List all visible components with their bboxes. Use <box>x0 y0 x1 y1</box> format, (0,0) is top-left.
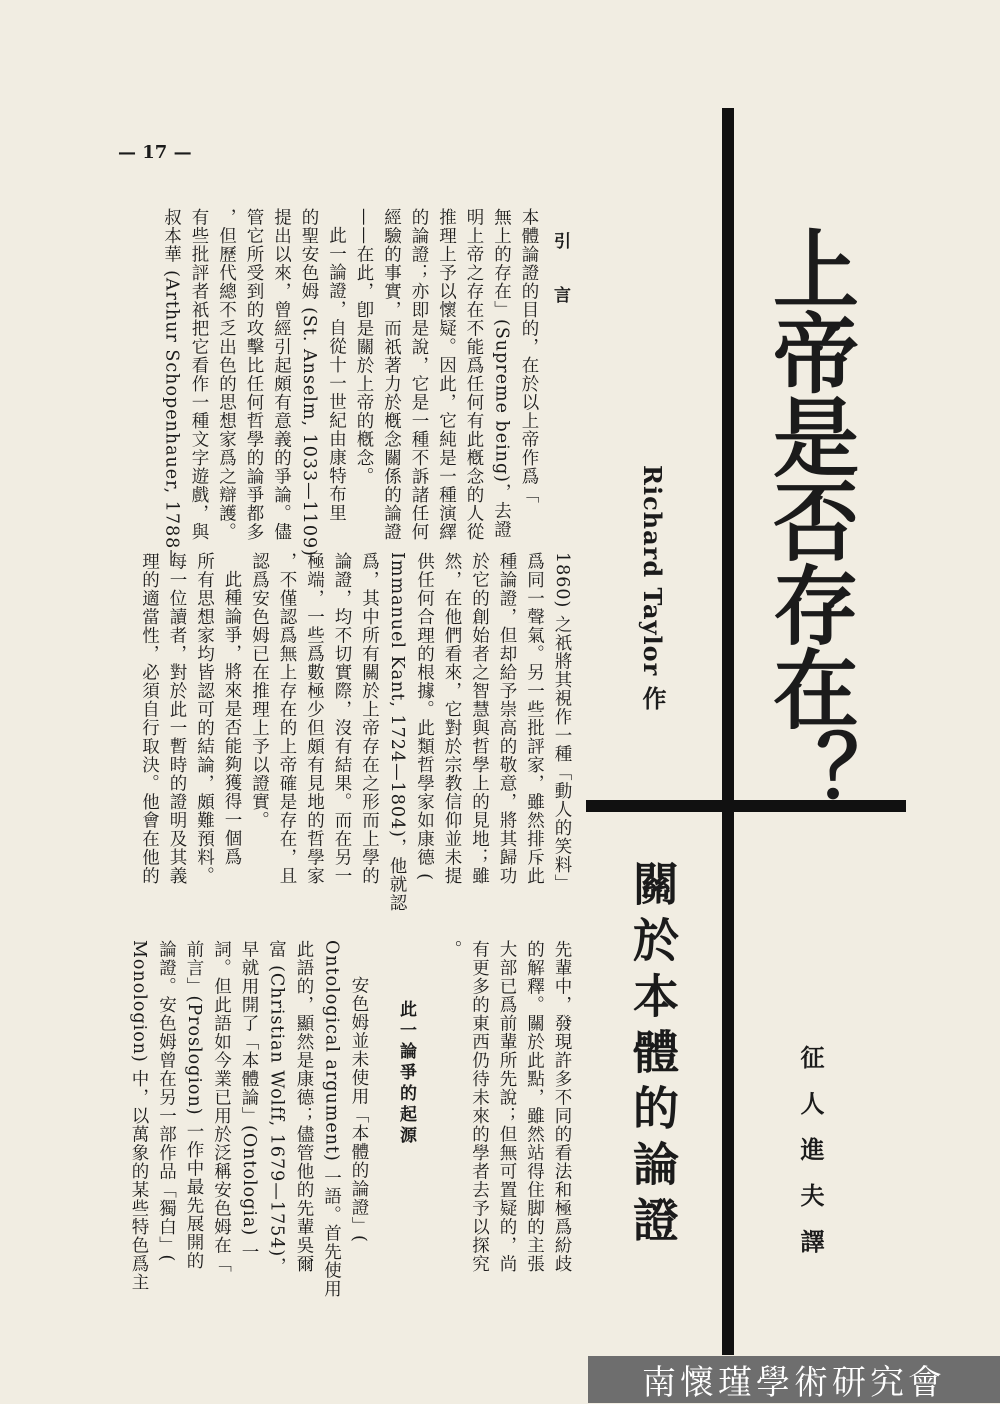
text-line: 供任何合理的根據。此類哲學家如康德 ( <box>414 552 435 881</box>
text-line: 經驗的事實，而祇著力於槪念關係的論證 <box>381 208 402 541</box>
footer-watermark-band: 南懷瑾學術研究會 <box>588 1356 1000 1403</box>
text-line: 早就用開了「本體論」(Ontologia) 一 <box>239 940 259 1262</box>
text-line: 提出以來，曾經引起頗有意義的爭論。儘 <box>271 208 292 541</box>
text-line: 於它的創始者之智慧與哲學上的見地；雖 <box>469 552 490 885</box>
article-title: 上帝是否存在？ <box>758 225 858 813</box>
text-line: 的論證；亦即是說，它是一種不訴諸任何 <box>409 208 429 541</box>
vertical-rule <box>722 108 734 1355</box>
text-line: 詞。但此語如今業已用於泛稱安色姆在「 <box>211 940 232 1273</box>
page-number: — 17 — <box>118 142 192 163</box>
text-line: 先輩中，發現許多不同的看法和極爲紛歧 <box>552 940 572 1273</box>
text-line: 明上帝之存在不能爲任何有此槪念的人從 <box>464 208 484 541</box>
middle-text <box>135 552 575 912</box>
text-line: 理的適當性，必須自行取決。他會在他的 <box>139 552 160 885</box>
intro-text <box>157 208 542 568</box>
text-line: 有更多的東西仍待未來的學者去予以探究 <box>469 940 490 1273</box>
author-credit: Richard Taylor 作 <box>638 465 667 711</box>
text-line: 認爲安色姆已在推理上予以證實。 <box>249 552 270 830</box>
text-line: 此語的，顯然是康德；儘管他的先輩吳爾 <box>294 940 314 1273</box>
article-subtitle: 關於本體的論證 <box>626 860 680 1252</box>
text-line: 種論證，但却給予崇高的敬意，將其歸功 <box>497 552 517 885</box>
text-line: 富 (Christian Wolff, 1679—1754)， <box>266 940 287 1276</box>
text-line: 論證。安色姆曾在另一部作品「獨白」( <box>156 940 177 1263</box>
text-line: 安色姆並未使用「本體的論證」( <box>349 976 369 1243</box>
text-line: 無上的存在」(Supreme being)，去證 <box>491 208 512 539</box>
text-line: 的解釋。關於此點，雖然站得住脚的主張 <box>524 940 545 1273</box>
text-line: 有些批評者祇把它看作一種文字遊戲，與 <box>189 208 209 541</box>
text-line: 的聖安色姆 (St. Anselm, 1033—1109) <box>299 208 319 557</box>
text-line: Monologion) 中，以萬象的某些特色爲主 <box>129 940 149 1292</box>
text-line: 所有思想家均皆認可的結論，頗難預料。 <box>194 552 215 885</box>
text-line: 每一位讀者，對於此一暫時的證明及其義 <box>167 552 187 885</box>
text-line: 然，在他們看來，它對於宗教信仰並未提 <box>442 552 462 885</box>
text-line: 。 <box>442 940 462 959</box>
text-line: 爲，其中所有關於上帝存在之形而上學的 <box>359 552 380 885</box>
text-line: Ontological argument) 一語。首先使用 <box>321 940 342 1298</box>
text-line: 推理上予以懷疑。因此，它純是一種演繹 <box>436 208 457 541</box>
text-line: 此一論證，自從十一世紀由康特布里 <box>326 226 347 522</box>
text-line: 管它所受到的攻擊比任何哲學的論爭都多 <box>244 208 264 541</box>
text-line: 本體論證的目的，在於以上帝作爲「 <box>519 208 539 504</box>
lower-text-b <box>125 940 373 1300</box>
text-line: 叔本華 (Arthur Schopenhauer, 1788— <box>161 208 182 568</box>
text-line: ，不僅認爲無上存在的上帝確是存在，且 <box>277 552 297 885</box>
translator-credit: 征人進夫譯 <box>796 1045 824 1275</box>
text-line: 極端，一些爲數極少但頗有見地的哲學家 <box>304 552 325 885</box>
lower-text-a <box>438 940 576 1300</box>
text-line: ，但歷代總不乏出色的思想家爲之辯護。 <box>216 208 237 541</box>
intro-heading: 引 言 <box>550 232 570 313</box>
text-line: ——在此，卽是關於上帝的槪念。 <box>354 208 374 486</box>
text-line: 此種論爭，將來是否能夠獲得一個爲 <box>222 570 242 866</box>
text-line: 論證，均不切實際，沒有結果。而在另一 <box>332 552 352 885</box>
horizontal-rule <box>586 800 906 812</box>
text-line: 前言」(Proslogion) 一作中最先展開的 <box>184 940 204 1271</box>
text-line: 大部已爲前輩所先說；但無可置疑的，尚 <box>497 940 517 1273</box>
origin-heading: 此一論爭的起源 <box>396 1000 416 1147</box>
text-line: 爲同一聲氣。另一些批評家，雖然排斥此 <box>524 552 545 885</box>
text-line: 1860) 之祇將其視作一種「動人的笑料」 <box>552 552 572 893</box>
text-line: Immanuel Kant, 1724—1804)，他就認 <box>387 552 407 912</box>
